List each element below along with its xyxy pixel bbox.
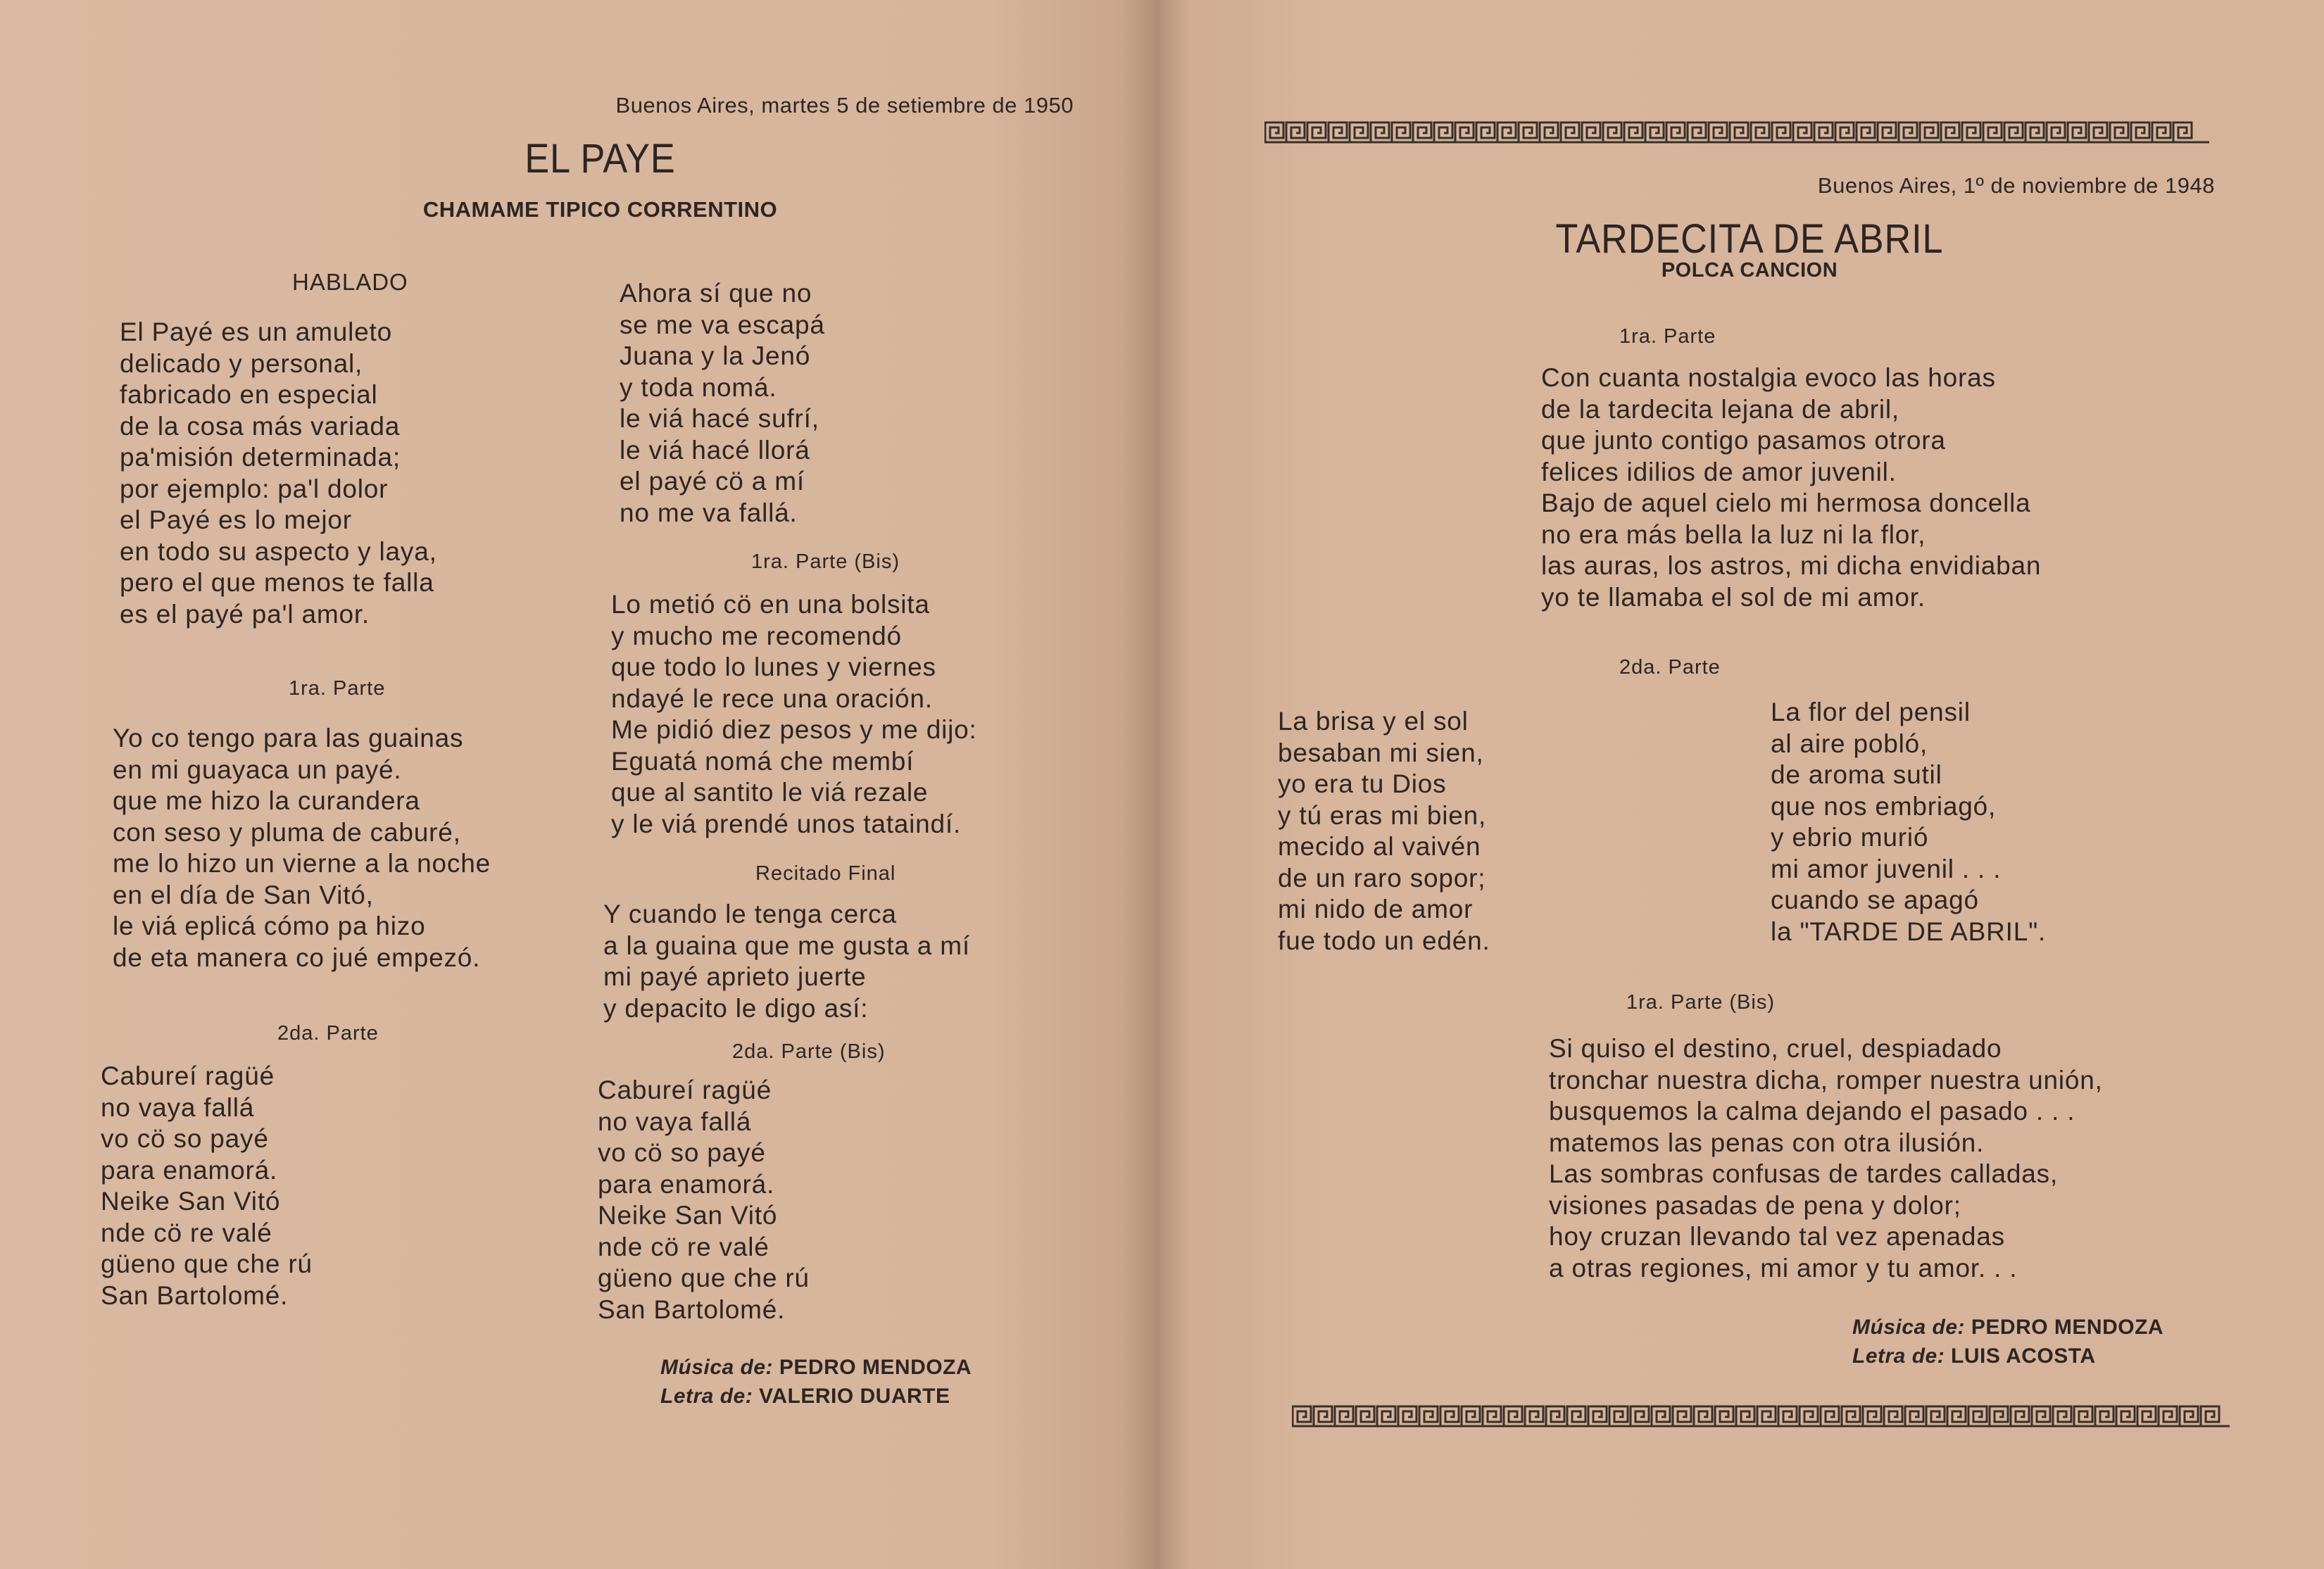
verse-line: en todo su aspecto y laya, xyxy=(120,536,437,566)
lyrics-author: VALERIO DUARTE xyxy=(759,1385,950,1408)
section-heading: 1ra. Parte xyxy=(289,677,386,700)
greek-key-unit xyxy=(2025,122,2044,142)
verse-line: felices idilios de amor juvenil. xyxy=(1541,457,1897,486)
greek-key-unit xyxy=(1314,1406,1332,1426)
greek-key-unit xyxy=(1962,122,1980,142)
greek-key-unit xyxy=(1968,1406,1987,1426)
greek-key-unit xyxy=(1286,122,1305,142)
greek-key-unit xyxy=(2110,122,2128,142)
verse-line: me lo hizo un vierne a la noche xyxy=(113,849,491,878)
greek-key-unit xyxy=(1941,122,1959,142)
verse-line: tronchar nuestra dicha, romper nuestra unión, xyxy=(1549,1065,2103,1095)
greek-key-unit xyxy=(2201,1406,2219,1426)
verse-line: le viá hacé llorá xyxy=(620,435,810,465)
stanza xyxy=(598,1075,810,1325)
verse-line: Neike San Vitó xyxy=(101,1187,281,1216)
greek-key-unit xyxy=(2116,1406,2135,1426)
verse-line: no era más bella la luz ni la flor, xyxy=(1541,519,1926,549)
stanza xyxy=(1541,363,2041,613)
music-author: PEDRO MENDOZA xyxy=(1971,1316,2164,1339)
verse-line: no vaya fallá xyxy=(598,1107,752,1136)
verse-line: Ahora sí que no xyxy=(620,279,812,308)
verse-line: y depacito le digo así: xyxy=(603,993,869,1023)
verse-line: yo te llamaba el sol de mi amor. xyxy=(1541,582,1926,612)
verse-line: yo era tu Dios xyxy=(1278,769,1447,798)
greek-key-unit xyxy=(1519,122,1537,142)
verse-line: y mucho me recomendó xyxy=(611,621,902,650)
verse-line: vo cö so payé xyxy=(598,1138,766,1167)
greek-key-unit xyxy=(2004,122,2023,142)
verse-line: Yo co tengo para las guainas xyxy=(113,724,464,752)
greek-key-unit xyxy=(1413,122,1431,142)
greek-key-unit xyxy=(2095,1406,2113,1426)
greek-key-unit xyxy=(1884,1406,1902,1426)
stanza xyxy=(611,589,977,840)
greek-key-unit xyxy=(1863,1406,1881,1426)
greek-key-unit xyxy=(1476,122,1495,142)
greek-key-unit xyxy=(1392,122,1410,142)
verse-line: pero el que menos te falla xyxy=(120,568,434,597)
greek-key-unit xyxy=(2011,1406,2029,1426)
verse-line: y ebrio murió xyxy=(1771,823,1929,852)
verse-line: hoy cruzan llevando tal vez apenadas xyxy=(1549,1222,2005,1251)
verse-line: y tú eras mi bien, xyxy=(1278,800,1487,830)
stanza xyxy=(120,317,437,630)
song-title: EL PAYE xyxy=(525,136,676,182)
verse-line: que me hizo la curandera xyxy=(113,786,420,815)
verse-line: mi payé aprieto juerte xyxy=(603,962,867,991)
greek-key-unit xyxy=(1709,122,1727,142)
greek-key-unit xyxy=(1440,1406,1459,1426)
verse-line: mi nido de amor xyxy=(1278,895,1474,924)
greek-key-unit xyxy=(1842,1406,1860,1426)
verse-line: mecido al vaivén xyxy=(1278,832,1481,861)
greek-key-unit xyxy=(2173,122,2192,142)
greek-key-unit xyxy=(1546,1406,1564,1426)
greek-key-unit xyxy=(2131,122,2149,142)
music-label: Música de: xyxy=(660,1356,774,1379)
stanza xyxy=(113,723,491,973)
verse-line: para enamorá. xyxy=(598,1169,775,1199)
section-heading: 1ra. Parte (Bis) xyxy=(1626,991,1775,1014)
verse-line: de la cosa más variada xyxy=(120,411,401,441)
verse-line: La flor del pensil xyxy=(1771,698,1971,726)
lyrics-author: LUIS ACOSTA xyxy=(1951,1344,2096,1368)
verse-line: Bajo de aquel cielo mi hermosa doncella xyxy=(1541,489,2031,517)
stanza xyxy=(603,899,970,1024)
verse-line: en mi guayaca un payé. xyxy=(113,755,402,784)
stanza xyxy=(1549,1033,2103,1284)
section-heading: Recitado Final xyxy=(755,862,896,885)
greek-key-unit xyxy=(1835,122,1854,142)
verse-line: Neike San Vitó xyxy=(598,1201,778,1230)
verse-line: Eguatá nomá che membí xyxy=(611,746,915,776)
greek-key-unit xyxy=(1525,1406,1543,1426)
section-heading: 1ra. Parte xyxy=(1619,325,1716,348)
greek-key-unit xyxy=(1483,1406,1501,1426)
section-heading: 2da. Parte xyxy=(277,1022,379,1045)
greek-key-unit xyxy=(1736,1406,1754,1426)
verse-line: de la tardecita lejana de abril, xyxy=(1541,394,1899,424)
stanza xyxy=(1771,697,2046,947)
greek-key-unit xyxy=(1688,122,1706,142)
verse-line: con seso y pluma de caburé, xyxy=(113,817,461,847)
song-credits xyxy=(660,1353,972,1411)
music-label: Música de: xyxy=(1852,1316,1966,1339)
stanza xyxy=(1278,706,1490,957)
verse-line: San Bartolomé. xyxy=(101,1280,289,1310)
greek-key-unit xyxy=(2159,1406,2177,1426)
greek-key-unit xyxy=(2137,1406,2156,1426)
verse-line: busquemos la calma dejando el pasado . . . xyxy=(1549,1097,2075,1126)
right-page xyxy=(1155,0,2324,1569)
greek-key-unit xyxy=(1905,1406,1923,1426)
verse-line: Me pidió diez pesos y me dijo: xyxy=(611,715,977,744)
greek-key-unit xyxy=(1947,1406,1966,1426)
verse-line: visiones pasadas de pena y dolor; xyxy=(1549,1190,1961,1220)
verse-line: nde cö re valé xyxy=(598,1232,770,1261)
stanza xyxy=(620,278,825,529)
verse-line: San Bartolomé. xyxy=(598,1294,786,1324)
verse-line: pa'misión determinada; xyxy=(120,443,401,472)
lyrics-label: Letra de: xyxy=(1852,1344,1945,1368)
verse-line: por ejemplo: pa'l dolor xyxy=(120,474,389,503)
greek-key-unit xyxy=(1730,122,1748,142)
greek-key-unit xyxy=(1666,122,1685,142)
song-credits xyxy=(1852,1313,2163,1370)
verse-line: delicado y personal, xyxy=(120,348,363,378)
verse-line: y le viá prendé unos tataindí. xyxy=(611,809,962,838)
section-heading: HABLADO xyxy=(292,269,408,295)
greek-key-unit xyxy=(1793,122,1811,142)
greek-key-unit xyxy=(1799,1406,1818,1426)
greek-key-unit xyxy=(1582,122,1600,142)
verse-line: de eta manera co jué empezó. xyxy=(113,943,481,972)
verse-line: le viá eplicá cómo pa hizo xyxy=(113,912,426,940)
greek-key-unit xyxy=(1645,122,1664,142)
greek-key-unit xyxy=(1434,122,1452,142)
song-date: Buenos Aires, martes 5 de setiembre de 1950 xyxy=(615,93,1074,118)
verse-line: cuando se apagó xyxy=(1771,886,1979,914)
greek-key-unit xyxy=(1307,122,1326,142)
verse-line: que junto contigo pasamos otrora xyxy=(1541,426,1946,455)
greek-key-unit xyxy=(1265,122,1283,142)
greek-key-unit xyxy=(1983,122,2002,142)
greek-key-unit xyxy=(1561,122,1579,142)
greek-key-unit xyxy=(1377,1406,1395,1426)
verse-line: güeno que che rú xyxy=(598,1264,810,1292)
left-page xyxy=(0,0,1155,1569)
verse-line: y toda nomá. xyxy=(620,372,777,402)
verse-line: Con cuanta nostalgia evoco las horas xyxy=(1541,363,1996,392)
verse-line: güeno que che rú xyxy=(101,1249,313,1278)
greek-key-unit xyxy=(2152,122,2171,142)
verse-line: vo cö so payé xyxy=(101,1124,269,1153)
greek-key-unit xyxy=(1504,1406,1522,1426)
greek-key-unit xyxy=(1751,122,1769,142)
greek-key-unit xyxy=(1694,1406,1712,1426)
greek-key-unit xyxy=(1778,1406,1797,1426)
greek-key-unit xyxy=(2180,1406,2198,1426)
greek-key-unit xyxy=(1899,122,1917,142)
verse-line: el payé cö a mí xyxy=(620,467,805,496)
verse-line: El Payé es un amuleto xyxy=(120,317,393,346)
verse-line: el Payé es lo mejor xyxy=(120,505,352,534)
verse-line: fabricado en especial xyxy=(120,380,378,409)
verse-line: Cabureí ragüé xyxy=(101,1061,275,1090)
greek-key-unit xyxy=(2032,1406,2050,1426)
greek-key-unit xyxy=(1920,122,1938,142)
greek-key-unit xyxy=(1329,122,1347,142)
greek-key-unit xyxy=(1419,1406,1438,1426)
lyrics-label: Letra de: xyxy=(660,1385,753,1408)
greek-key-unit xyxy=(1462,1406,1480,1426)
verse-line: nde cö re valé xyxy=(101,1218,272,1247)
greek-key-unit xyxy=(1772,122,1790,142)
verse-line: de aroma sutil xyxy=(1771,760,1942,789)
verse-line: besaban mi sien, xyxy=(1278,738,1484,767)
verse-line: no me va fallá. xyxy=(620,498,798,527)
greek-key-unit xyxy=(1814,122,1833,142)
greek-key-unit xyxy=(1624,122,1642,142)
verse-line: Lo metió cö en una bolsita xyxy=(611,590,930,619)
verse-line: que nos embriagó, xyxy=(1771,791,1997,821)
greek-key-unit xyxy=(1371,122,1389,142)
greek-key-unit xyxy=(2074,1406,2092,1426)
greek-key-unit xyxy=(1603,122,1621,142)
song-subtitle: CHAMAME TIPICO CORRENTINO xyxy=(422,197,778,222)
verse-line: mi amor juvenil . . . xyxy=(1771,854,2002,883)
verse-line: a otras regiones, mi amor y tu amor. . . xyxy=(1549,1253,2018,1283)
greek-key-unit xyxy=(1821,1406,1839,1426)
verse-line: a la guaina que me gusta a mí xyxy=(603,931,970,960)
verse-line: que todo lo lunes y viernes xyxy=(611,653,936,681)
greek-key-unit xyxy=(1990,1406,2008,1426)
verse-line: ndayé le rece una oración. xyxy=(611,683,933,713)
section-heading: 2da. Parte xyxy=(1619,656,1721,679)
music-author: PEDRO MENDOZA xyxy=(779,1356,972,1379)
section-heading: 1ra. Parte (Bis) xyxy=(751,550,900,573)
verse-line: La brisa y el sol xyxy=(1278,707,1469,736)
greek-key-unit xyxy=(1652,1406,1670,1426)
greek-key-unit xyxy=(1567,1406,1585,1426)
greek-key-unit xyxy=(1588,1406,1607,1426)
greek-key-unit xyxy=(1293,1406,1311,1426)
verse-line: Cabureí ragüé xyxy=(598,1076,772,1104)
verse-line: Si quiso el destino, cruel, despiadado xyxy=(1549,1034,2002,1063)
greek-key-border-bottom-icon xyxy=(1292,1405,2230,1428)
greek-key-unit xyxy=(1398,1406,1417,1426)
greek-key-unit xyxy=(1609,1406,1628,1426)
verse-line: es el payé pa'l amor. xyxy=(120,599,370,629)
verse-line: de un raro sopor; xyxy=(1278,863,1486,893)
greek-key-unit xyxy=(1350,122,1368,142)
verse-line: Juana y la Jenó xyxy=(620,341,811,370)
verse-line: fue todo un edén. xyxy=(1278,926,1490,955)
verse-line: para enamorá. xyxy=(101,1155,278,1185)
greek-key-unit xyxy=(1926,1406,1945,1426)
verse-line: la "TARDE DE ABRIL". xyxy=(1771,916,2047,946)
song-date: Buenos Aires, 1º de noviembre de 1948 xyxy=(1817,173,2215,198)
verse-line: le viá hacé sufrí, xyxy=(620,404,819,433)
verse-line: las auras, los astros, mi dicha envidiaban xyxy=(1541,551,2042,580)
greek-key-unit xyxy=(1757,1406,1776,1426)
section-heading: 2da. Parte (Bis) xyxy=(732,1040,886,1063)
verse-line: en el día de San Vitó, xyxy=(113,880,374,909)
verse-line: Y cuando le tenga cerca xyxy=(603,900,897,928)
greek-key-unit xyxy=(1673,1406,1691,1426)
verse-line: se me va escapá xyxy=(620,310,825,339)
verse-line: Las sombras confusas de tardes calladas, xyxy=(1549,1159,2059,1188)
greek-key-unit xyxy=(1857,122,1875,142)
verse-line: al aire pobló, xyxy=(1771,729,1928,758)
greek-key-unit xyxy=(2068,122,2086,142)
greek-key-unit xyxy=(2089,122,2107,142)
greek-key-unit xyxy=(1455,122,1474,142)
greek-key-border-top-icon xyxy=(1264,121,2209,144)
greek-key-unit xyxy=(1715,1406,1733,1426)
greek-key-unit xyxy=(2047,122,2065,142)
greek-key-unit xyxy=(1335,1406,1353,1426)
song-subtitle: POLCA CANCION xyxy=(1661,259,1838,282)
greek-key-unit xyxy=(1497,122,1516,142)
greek-key-unit xyxy=(1878,122,1896,142)
verse-line: que al santito le viá rezale xyxy=(611,778,929,807)
stanza xyxy=(101,1061,313,1311)
greek-key-unit xyxy=(1356,1406,1374,1426)
greek-key-unit xyxy=(1540,122,1558,142)
greek-key-unit xyxy=(1631,1406,1649,1426)
song-title: TARDECITA DE ABRIL xyxy=(1555,216,1944,262)
greek-key-unit xyxy=(2053,1406,2071,1426)
verse-line: no vaya fallá xyxy=(101,1092,255,1122)
verse-line: matemos las penas con otra ilusión. xyxy=(1549,1128,1985,1157)
